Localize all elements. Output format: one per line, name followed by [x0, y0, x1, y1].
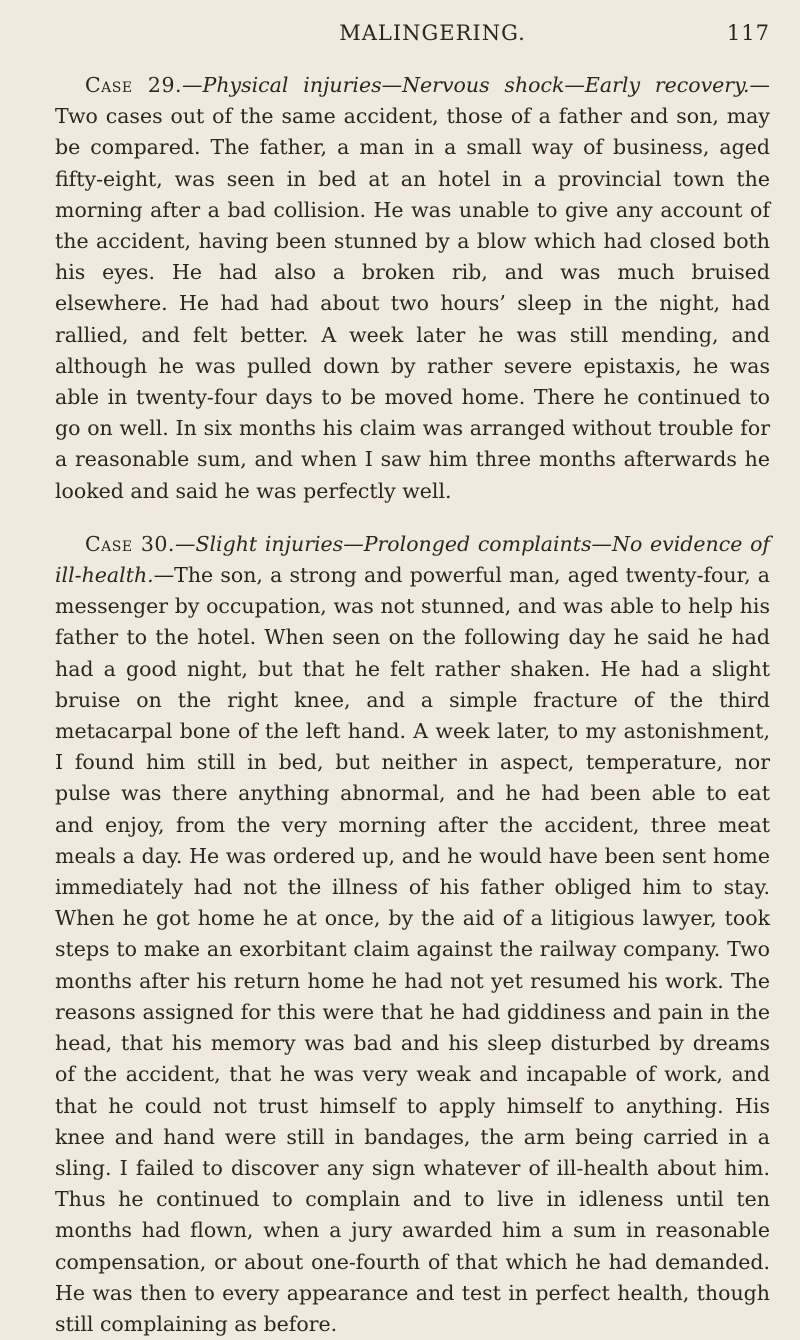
case-30-number: Case 30.: [85, 531, 175, 556]
running-head: [55, 18, 770, 48]
case-29-number: Case 29.: [85, 73, 183, 97]
page-number: 117: [726, 21, 770, 45]
running-head-title: MALINGERING.: [339, 21, 526, 45]
case-30-body: —The son, a strong and powerful man, aged twenty-four, a messenger by occupation, was not stunned, and was able to help his father to the hotel. When seen on the following day he said he had had a good night, but that he felt rather shaken. He had a slight bruise on the right knee, and a simple fracture of the third metacarpal bone of the left hand. A week later, to my astonishment, I found him still in bed, but neither in aspect, temperature, nor pulse was there anything abnormal, and he had been able to eat and enjoy, from the very morning after the accident, three meat meals a day. He was ordered up, and he would have been sent home immediately had not the illness of his father obliged him to stay. When he got home he at once, by the aid of a litigious lawyer, took steps to make an exorbitant claim against the railway company. Two months after his return home he had not yet resumed his work. The reasons assigned for this were that he had giddiness and pain in the head, that his memory was bad and his sleep disturbed by dreams of the accident, that he was very weak and incapable of work, and that he could not trust himself to apply himself to anything. His knee and hand were still in bandages, the arm being carried in a sling. I failed to discover any sign whatever of ill-health about him. Thus he continued to complain and to live in idleness until ten months had flown, when a jury awarded him a sum in reasonable compensation, or about one-fourth of that which he had demanded. He was then to every appearance and test in perfect health, though still complaining as before.: [55, 563, 770, 1336]
case-29-body: Two cases out of the same accident, those of a father and son, may be compared. The father, a man in a small way of business, aged fifty-eight, was seen in bed at an hotel in a provincial town the morning after a bad collision. He was unable to give any account of the accident, having been stunned by a blow which had closed both his eyes. He had also a broken rib, and was much bruised elsewhere. He had had about two hours’ sleep in the night, had rallied, and felt better. A week later he was still mending, and although he was pulled down by rather severe epistaxis, he was able in twenty-four days to be moved home. There he continued to go on well. In six months his claim was arranged without trouble for a reasonable sum, and when I saw him three months afterwards he looked and said he was perfectly well.: [55, 104, 770, 503]
case-30-paragraph: [55, 529, 770, 1340]
case-29-heading: —Physical injuries—Nervous shock—Early recovery.—: [182, 73, 770, 97]
case-29-paragraph: [55, 70, 770, 507]
case-30-heading: —Slight injuries—Prolonged complaints—No evidence of ill-health.: [55, 531, 770, 588]
